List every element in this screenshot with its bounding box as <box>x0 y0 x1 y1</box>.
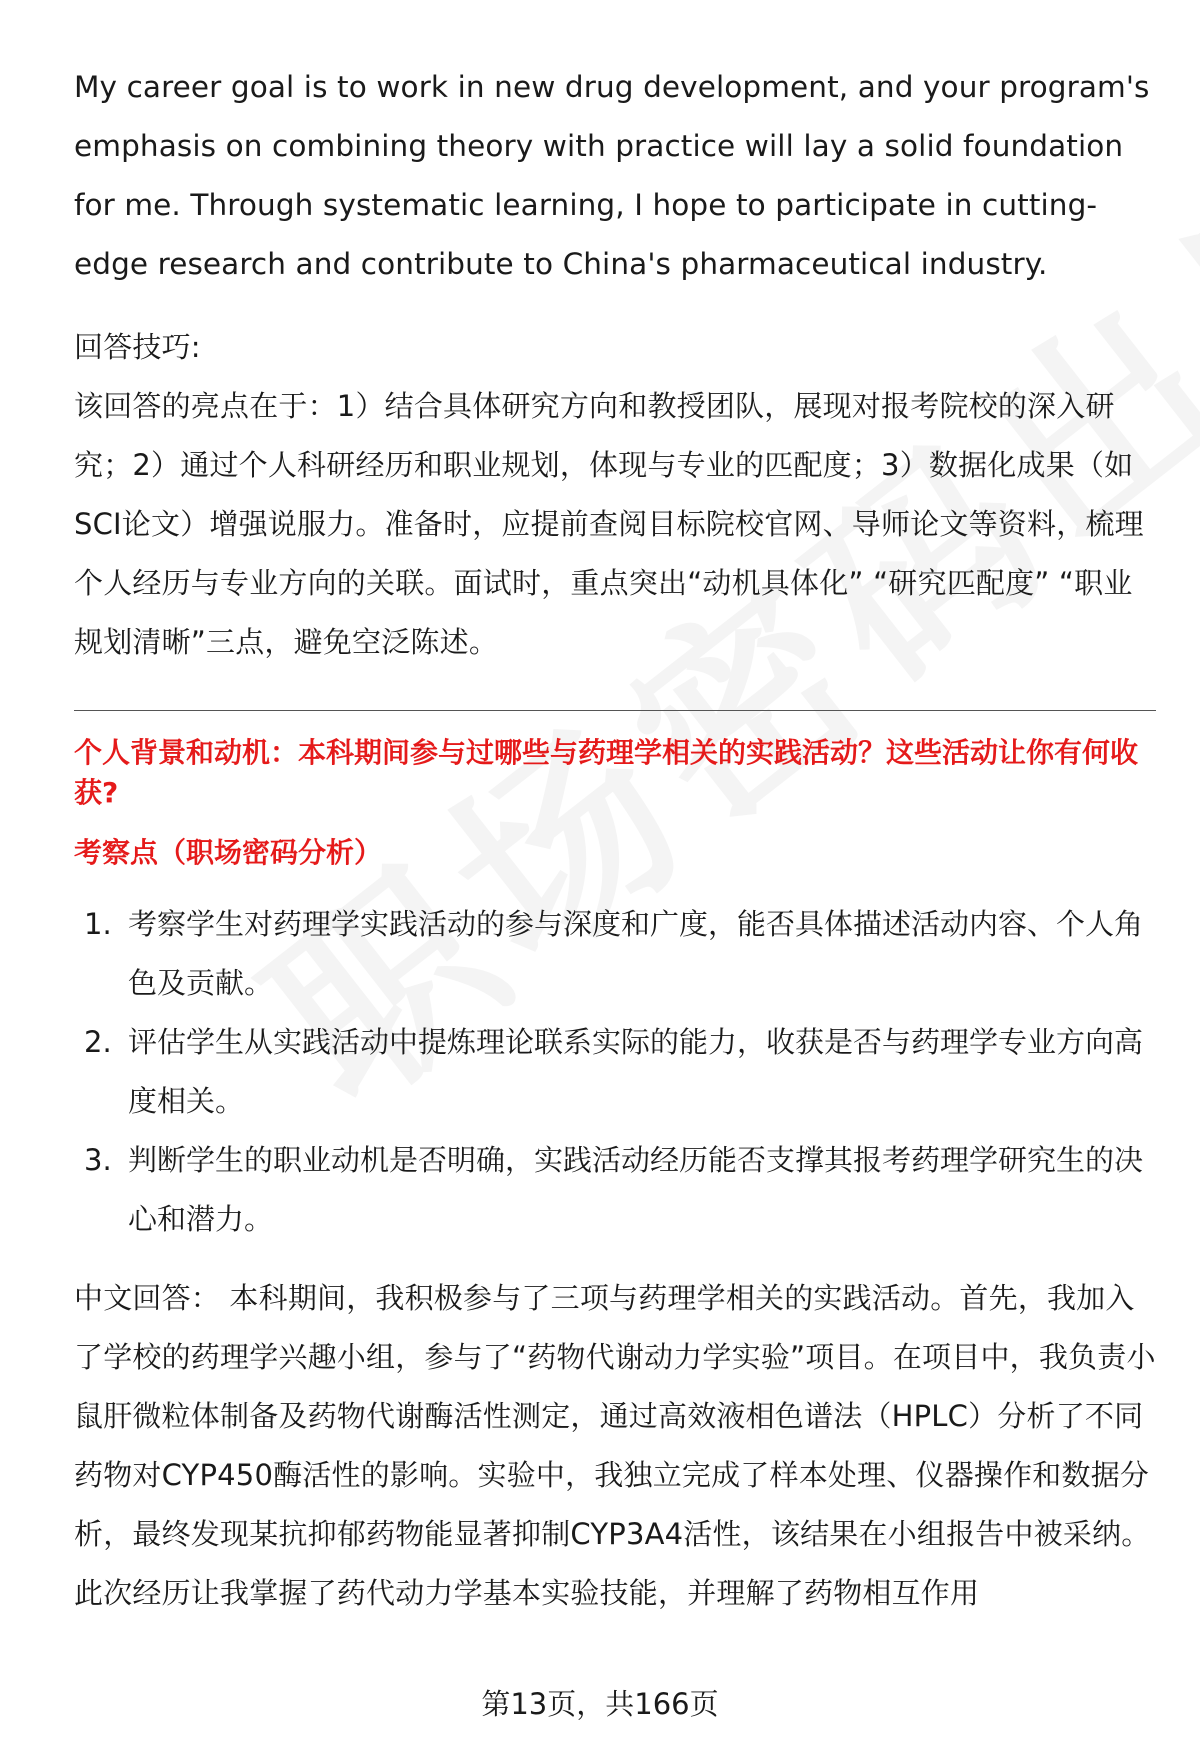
list-item-number: 3. <box>84 1143 112 1177</box>
tips-label: 回答技巧: <box>74 330 201 364</box>
question-heading: 个人背景和动机：本科期间参与过哪些与药理学相关的实践活动？这些活动让你有何收获? <box>74 736 1139 809</box>
list-item <box>74 895 1156 1013</box>
intro-english-paragraph: My career goal is to work in new drug development, and your program's emphasis on combining theory with practice will lay a solid foundation for me. Through systematic learning, I hope to participate in cutting-edge research and contribute to China's pharmaceutical industry. <box>74 70 1150 281</box>
list-item-number: 2. <box>84 1025 112 1059</box>
list-item-text: 判断学生的职业动机是否明确，实践活动经历能否支撑其报考药理学研究生的决心和潜力。 <box>128 1143 1144 1236</box>
list-item <box>74 1131 1156 1249</box>
list-item-text: 评估学生从实践活动中提炼理论联系实际的能力，收获是否与药理学专业方向高度相关。 <box>128 1025 1144 1118</box>
section-divider <box>74 710 1156 711</box>
list-item <box>74 1013 1156 1131</box>
exam-points-heading: 考察点（职场密码分析） <box>74 836 383 869</box>
list-item-text: 考察学生对药理学实践活动的参与深度和广度，能否具体描述活动内容、个人角色及贡献。 <box>128 907 1144 1000</box>
page-number-footer: 第13页，共166页 <box>481 1687 719 1721</box>
tips-body: 该回答的亮点在于：1）结合具体研究方向和教授团队，展现对报考院校的深入研究；2）通过个人科研经历和职业规划，体现与专业的匹配度；3）数据化成果（如SCI论文）增强说服力。准备时，应提前查阅目标院校官网、导师论文等资料，梳理个人经历与专业方向的关联。面试时，重点突出“动机具体化” “研究匹配度” “职业规划清晰”三点，避免空泛陈述。 <box>74 389 1144 659</box>
list-item-number: 1. <box>84 907 112 941</box>
document-page <box>74 58 1156 1623</box>
exam-points-list <box>74 895 1156 1249</box>
chinese-answer-paragraph: 中文回答： 本科期间，我积极参与了三项与药理学相关的实践活动。首先，我加入了学校的药理学兴趣小组，参与了“药物代谢动力学实验”项目。在项目中，我负责小鼠肝微粒体制备及药物代谢酶活性测定，通过高效液相色谱法（HPLC）分析了不同药物对CYP450酶活性的影响。实验中，我独立完成了样本处理、仪器操作和数据分析，最终发现某抗抑郁药物能显著抑制CYP3A4活性，该结果在小组报告中被采纳。此次经历让我掌握了药代动力学基本实验技能，并理解了药物相互作用 <box>74 1281 1156 1610</box>
